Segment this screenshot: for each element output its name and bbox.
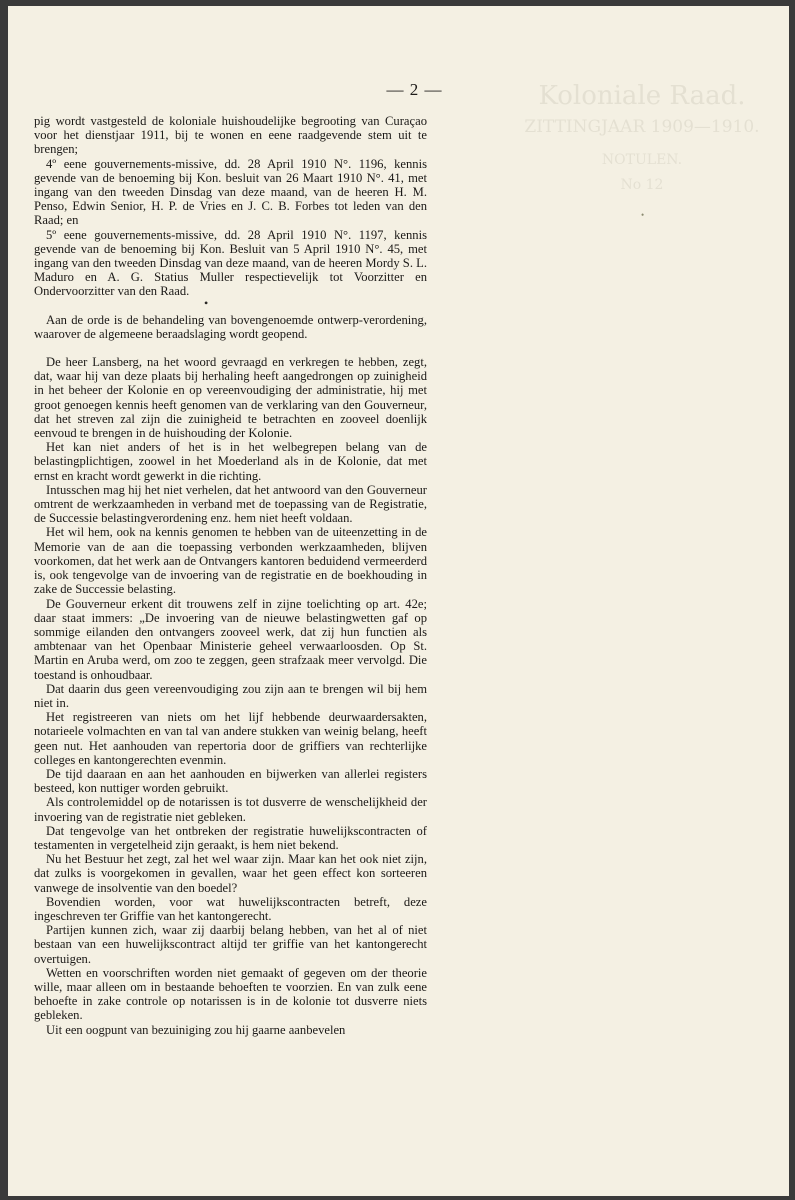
paragraph: Het wil hem, ook na kennis genomen te hebben van de uiteenzetting in de Memorie van de aan die toepassing verbonden werkzaamheden, blijven voorkomen, dat het werk aan de Ontvangers kantoren beduidend vermeerderd is, ook tengevolge van de invoering van de registratie en de boekhouding in zake de Successie belasting. (34, 525, 427, 597)
paragraph-item-4: 4º eene gouvernements-missive, dd. 28 April 1910 N°. 1196, kennis gevende van de benoeming bij Kon. besluit van 26 Maart 1910 N°. 41, met ingang van den tweeden Dinsdag van deze maand, van de heeren H. M. Penso, Edwin Senior, H. P. de Vries en J. C. B. Forbes tot leden van den Raad; en (34, 156, 427, 228)
watermark-line-2: ZITTINGJAAR 1909—1910. (524, 116, 760, 137)
ink-speck: • (204, 296, 209, 310)
watermark-line-3: NOTULEN. (601, 151, 683, 168)
paragraph: Dat tengevolge van het ontbreken der registratie huwelijkscontracten of testamenten in vergetelheid zijn geraakt, is hem niet bekend. (34, 823, 427, 852)
document-page (8, 6, 789, 1196)
text-column (34, 114, 427, 1037)
paragraph-order-of-business: Aan de orde is de behandeling van bovengenoemde ontwerp-verordening, waarover de algemeene beraadslaging wordt geopend. (34, 312, 427, 341)
paragraph: Nu het Bestuur het zegt, zal het wel waar zijn. Maar kan het ook niet zijn, dat zulks is voorgekomen in gevallen, waar het geen effect kon sorteeren vanwege de insolventie van den boedel? (34, 852, 427, 895)
paragraph: Bovendien worden, voor wat huwelijkscontracten betreft, deze ingeschreven ter Griffie van het kantongerecht. (34, 894, 427, 923)
paragraph: Partijen kunnen zich, waar zij daarbij belang hebben, van het al of niet bestaan van een huwelijkscontract altijd ter griffie van het kantongerecht overtuigen. (34, 923, 427, 966)
paragraph: De heer Lansberg, na het woord gevraagd en verkregen te hebben, zegt, dat, waar hij van deze plaats bij herhaling heeft aangedrongen op zuinigheid in het beheer der Kolonie en op vereenvoudiging der administratie, hij met groot genoegen kennis heeft genomen van de verklaring van den Gouverneur, dat het streven zal zijn die zuinigheid te betrachten en zooveel doenlijk eenvoud te brengen in de huishouding der Kolonie. (34, 355, 427, 441)
paragraph: Als controlemiddel op de notarissen is tot dusverre de wenschelijkheid der invoering van de registratie niet gebleken. (34, 795, 427, 824)
watermark-line-4: No 12 (620, 177, 664, 194)
paragraph-continuation: pig wordt vastgesteld de koloniale huishoudelijke begrooting van Curaçao voor het dienstjaar 1911, bij te wonen en eene raadgevende stem uit te brengen; (34, 114, 427, 157)
paragraph: Intusschen mag hij het niet verhelen, dat het antwoord van den Gouverneur omtrent de werkzaamheden in verband met de toepassing van de Registratie, de Successie belastingverordening enz. hem niet heeft voldaan. (34, 482, 427, 526)
paragraph-item-5: 5º eene gouvernements-missive, dd. 28 April 1910 N°. 1197, kennis gevende van de benoeming bij Kon. Besluit van 5 April 1910 N°. 45, met ingang van den tweeden Dinsdag van deze maand, van de heeren Mordy S. L. Maduro en A. G. Statius Muller respectievelijk tot Voorzitter en Ondervoorzitter van den Raad. (34, 227, 427, 299)
paragraph: Wetten en voorschriften worden niet gemaakt of gegeven om der theorie wille, maar alleen om in bestaande behoeften te voorzien. En van zulk eene behoefte in zake controle op notarissen is in de kolonie tot dusverre niets gebleken. (34, 965, 427, 1023)
ink-speck: • (641, 210, 645, 220)
paragraph: Het kan niet anders of het is in het welbegrepen belang van de belastingplichtigen, zoowel in het Moederland als in de Kolonie, dat met ernst en kracht wordt gewerkt in die richting. (34, 440, 427, 483)
paragraph-last: Uit een oogpunt van bezuiniging zou hij gaarne aanbevelen (46, 1022, 346, 1037)
paragraph: Dat daarin dus geen vereenvoudiging zou zijn aan te brengen wil bij hem niet in. (34, 681, 427, 710)
paragraph: De tijd daaraan en aan het aanhouden en bijwerken van allerlei registers besteed, kon nuttiger worden gebruikt. (34, 766, 427, 796)
page-number: — 2 — (386, 80, 443, 99)
paragraph: De Gouverneur erkent dit trouwens zelf in zijne toelichting op art. 42e; daar staat immers: „De invoering van de nieuwe belastingwetten gaf op sommige eilanden den ontvangers zooveel werk, dat zij hun functien als ambtenaar van het Openbaar Ministerie geheel verwaarloosden. Op St. Martin en Aruba werd, om zoo te zeggen, geen strafzaak meer vervolgd. Die toestand is onhoudbaar. (34, 596, 427, 682)
watermark-line-1: Koloniale Raad. (538, 81, 746, 111)
paragraph: Het registreeren van niets om het lijf hebbende deurwaardersakten, notarieele volmachten en van tal van andere stukken van weinig belang, heeft geen nut. Het aanhouden van repertoria door de griffiers van rechterlijke colleges en kantongerechten evenmin. (34, 710, 427, 767)
